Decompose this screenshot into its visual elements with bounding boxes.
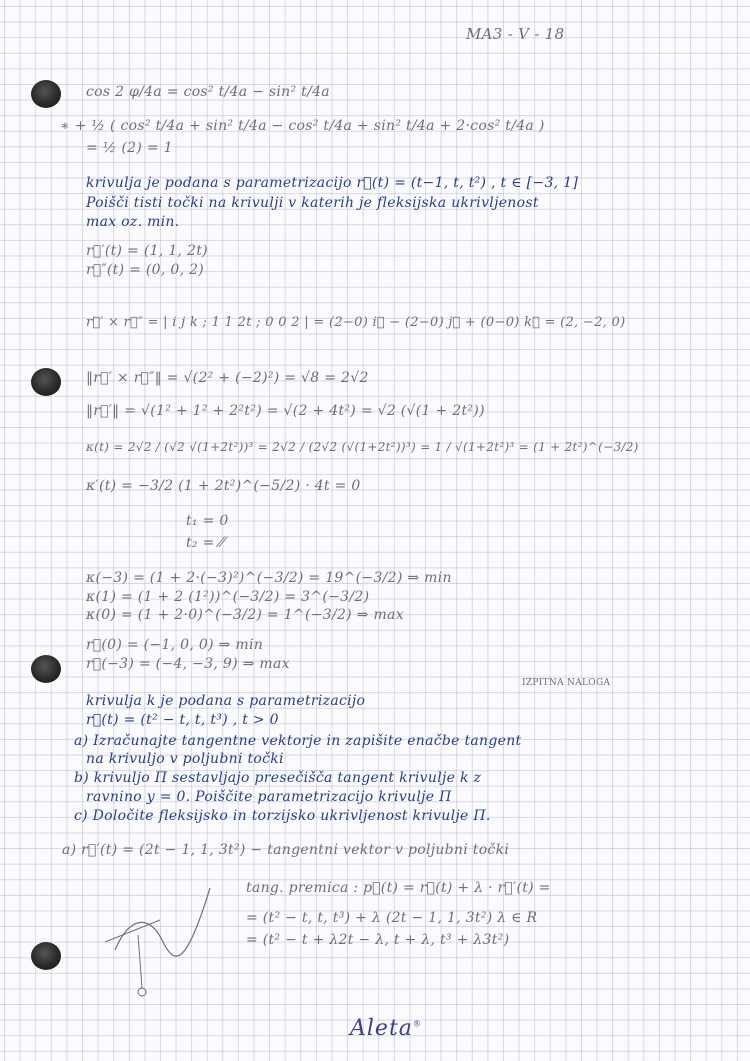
solution-line: κ(t) = 2√2 / (√2 √(1+2t²))³ = 2√2 / (2√2 (√(1+2t²))³) = 1 / √(1+2t²)³ = (1 + 2t²)^(−3/2) [86,440,639,454]
logo-text: Aleta [350,1016,413,1041]
formula-line: = ½ (2) = 1 [86,140,173,156]
solution-line: κ′(t) = −3/2 (1 + 2t²)^(−5/2) · 4t = 0 [86,478,361,494]
exam-note: IZPITNA NALOGA [522,678,611,688]
punch-hole [31,80,61,108]
solution-line: r⃗(−3) = (−4, −3, 9) ⇒ max [86,656,290,672]
solution-line: r⃗′ × r⃗″ = | i j k ; 1 1 2t ; 0 0 2 | = (2−0) i⃗ − (2−0) j⃗ + (0−0) k⃗ = (2, −2, 0) [86,315,626,330]
solution-line: tang. premica : p⃗(t) = r⃗(t) + λ · r⃗′(t) = [246,880,551,896]
solution-line: = (t² − t + λ2t − λ, t + λ, t³ + λ3t²) [246,932,510,948]
solution-line: κ(1) = (1 + 2 (1²))^(−3/2) = 3^(−3/2) [86,589,370,605]
task-text: b) krivuljo Π sestavljajo presečišča tangent krivulje k z [74,770,482,786]
task-text: c) Določite fleksijsko in torzijsko ukrivljenost krivulje Π. [74,808,491,824]
solution-line: r⃗′(t) = (1, 1, 2t) [86,243,208,259]
task-text: max oz. min. [86,214,180,230]
formula-line: cos 2 φ/4a = cos² t/4a − sin² t/4a [86,84,330,100]
solution-line: r⃗(0) = (−1, 0, 0) ⇒ min [86,637,264,653]
page-code: MA3 - V - 18 [466,25,565,43]
solution-line: r⃗″(t) = (0, 0, 2) [86,262,205,278]
solution-line: κ(0) = (1 + 2·0)^(−3/2) = 1^(−3/2) ⇒ max [86,607,404,623]
task-text: a) Izračunajte tangentne vektorje in zapišite enačbe tangent [74,733,522,749]
task-text: r⃗(t) = (t² − t, t, t³) , t > 0 [86,712,279,728]
task-text: krivulja je podana s parametrizacijo r⃗(t) = (t−1, t, t²) , t ∈ [−3, 1] [86,175,579,191]
solution-line: = (t² − t, t, t³) + λ (2t − 1, 1, 3t²) λ ∈ R [246,910,538,926]
registered-mark: ® [412,1019,422,1029]
task-text: Poišči tisti točki na krivulji v katerih je fleksijska ukrivljenost [86,195,539,211]
solution-line: ‖r⃗′ × r⃗″‖ = √(2² + (−2)²) = √8 = 2√2 [86,370,369,386]
curve-sketch [100,880,220,1000]
punch-hole [31,655,61,683]
task-text: ravnino y = 0. Poiščite parametrizacijo krivulje Π [86,789,452,805]
solution-line: t₁ = 0 [186,513,229,529]
task-text: krivulja k je podana s parametrizacijo [86,693,366,709]
punch-hole [31,942,61,970]
punch-hole [31,368,61,396]
solution-line: t₂ = ⁄⁄ [186,535,225,551]
task-text: na krivuljo v poljubni točki [86,751,284,767]
solution-line: a) r⃗′(t) = (2t − 1, 1, 3t²) − tangentni vektor v poljubni točki [62,842,510,858]
solution-line: κ(−3) = (1 + 2·(−3)²)^(−3/2) = 19^(−3/2) ⇒ min [86,570,452,586]
brand-logo [350,1016,422,1041]
solution-line: ‖r⃗′‖ = √(1² + 1² + 2²t²) = √(2 + 4t²) = √2 (√(1 + 2t²)) [86,403,485,419]
formula-line: ∗ + ½ ( cos² t/4a + sin² t/4a − cos² t/4a + sin² t/4a + 2·cos² t/4a ) [60,118,545,134]
